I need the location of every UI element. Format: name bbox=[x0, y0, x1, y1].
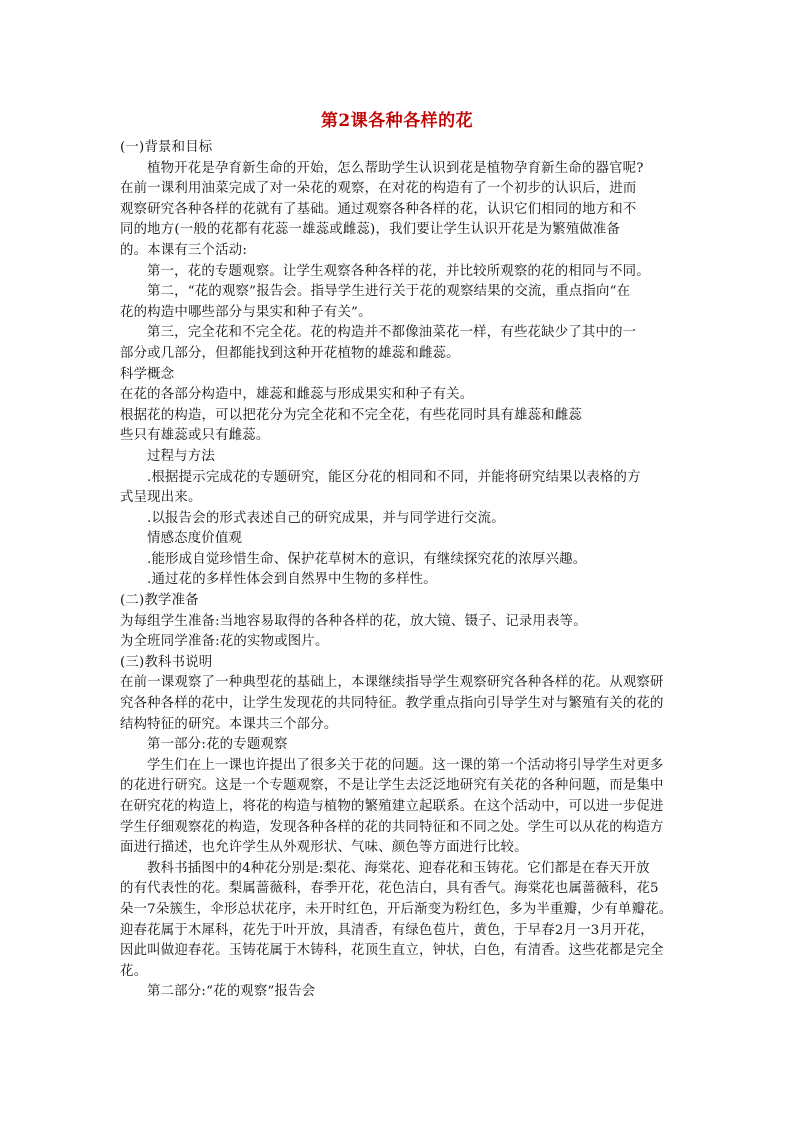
paragraph-line: 植物开花是孕育新生命的开始，怎么帮助学生认识到花是植物孕育新生命的器官呢? bbox=[147, 160, 644, 176]
paragraph-line: 迎春花属于木犀科，花先于叶开放，具清香，有绿色苞片，黄色，于早春2月一3月开花， bbox=[120, 922, 654, 938]
section-heading: (三)教科书说明 bbox=[120, 654, 213, 670]
paragraph-line: 花。 bbox=[120, 963, 148, 979]
paragraph-line: 学生们在上一课也许提出了很多关于花的问题。这一课的第一个活动将引导学生对更多 bbox=[147, 757, 664, 773]
paragraph-line: 因此叫做迎春花。玉铸花属于木铸科，花顶生直立，钟状，白色，有清香。这些花都是完全 bbox=[120, 943, 664, 959]
subsection-heading: 科学概念 bbox=[120, 366, 175, 382]
paragraph-line: 教科书插图中的4种花分别是:梨花、海棠花、迎春花和玉铸花。它们都是在春天开放 bbox=[147, 860, 650, 876]
paragraph-line: 结构特征的研究。本课共三个部分。 bbox=[120, 716, 338, 732]
subsection-heading: 过程与方法 bbox=[147, 448, 215, 464]
paragraph-line: 第二，“花的观察”报告会。指导学生进行关于花的观察结果的交流，重点指向“在 bbox=[147, 284, 631, 300]
paragraph-line: 的有代表性的花。梨属蔷薇科，春季开花，花色洁白，具有香气。海棠花也属蔷薇科，花5 bbox=[120, 881, 659, 897]
paragraph-line: 观察研究各种各样的花就有了基础。通过观察各种各样的花，认识它们相同的地方和不 bbox=[120, 201, 637, 217]
paragraph-line: 在花的各部分构造中，雄蕊和雌蕊与形成果实和种子有关。 bbox=[120, 387, 474, 403]
document-body bbox=[120, 138, 680, 1003]
section-heading: (一)背景和目标 bbox=[120, 140, 213, 155]
paragraph-line: 究各种各样的花中，让学生发现花的共同特征。教学重点指向引导学生对与繁殖有关的花的 bbox=[120, 696, 664, 712]
paragraph-line: 根据花的构造，可以把花分为完全花和不完全花，有些花同时具有雄蕊和雌蕊 bbox=[120, 407, 583, 423]
paragraph-line: 朵一7朵簇生，伞形总状花序，未开时红色，开后渐变为粉红色，多为半重瓣，少有单瓣花。 bbox=[120, 901, 673, 917]
paragraph-line: 为全班同学准备:花的实物或图片。 bbox=[120, 634, 329, 650]
paragraph-line: 在研究花的构造上，将花的构造与植物的繁殖建立起联系。在这个活动中，可以进一步促进 bbox=[120, 799, 664, 814]
list-item: .以报告会的形式表述自己的研究成果，并与同学进行交流。 bbox=[147, 510, 505, 526]
paragraph-line: 同的地方(一般的花都有花蕊一雄蕊或雌蕊)，我们要让学生认识开花是为繁殖做准备 bbox=[120, 222, 621, 238]
document-title: 第2课各种各样的花 bbox=[320, 111, 474, 131]
list-item: .通过花的多样性体会到自然界中生物的多样性。 bbox=[147, 572, 437, 588]
paragraph-line: 式呈现出来。 bbox=[120, 490, 202, 506]
paragraph-line: 为每组学生准备:当地容易取得的各种各样的花，放大镜、镊子、记录用表等。 bbox=[120, 613, 587, 629]
list-item: .根据提示完成花的专题研究，能区分花的相同和不同，并能将研究结果以表格的方 bbox=[147, 469, 641, 485]
paragraph-line: 第一，花的专题观察。让学生观察各种各样的花，并比较所观察的花的相同与不同。 bbox=[147, 263, 650, 279]
paragraph-line: 的花进行研究。这是一个专题观察，不是让学生去泛泛地研究有关花的各种问题，而是集中 bbox=[120, 778, 664, 794]
list-item: .能形成自觉珍惜生命、保护花草树木的意识，有继续探究花的浓厚兴趣。 bbox=[147, 551, 587, 567]
subsection-heading: 第二部分:“花的观察”报告会 bbox=[147, 984, 316, 1000]
paragraph-line: 的。本课有三个活动: bbox=[120, 242, 248, 258]
paragraph-line: 花的构造中哪些部分与果实和种子有关”。 bbox=[120, 304, 372, 320]
subsection-heading: 第一部分:花的专题观察 bbox=[147, 737, 288, 753]
subsection-heading: 情感态度价值观 bbox=[147, 531, 243, 547]
paragraph-line: 在前一课观察了一种典型花的基础上，本课继续指导学生观察研究各种各样的花。从观察研 bbox=[120, 675, 664, 691]
paragraph-line: 部分或几部分，但都能找到这种开花植物的雄蕊和雌蕊。 bbox=[120, 345, 460, 361]
paragraph-line: 些只有雄蕊或只有雌蕊。 bbox=[120, 428, 270, 444]
paragraph-line: 第三，完全花和不完全花。花的构造并不都像油菜花一样，有些花缺少了其中的一 bbox=[147, 325, 637, 341]
section-heading: (二)教学准备 bbox=[120, 593, 199, 609]
paragraph-line: 面进行描述，也允许学生从外观形状、气味、颜色等方面进行比较。 bbox=[120, 840, 528, 856]
paragraph-line: 学生仔细观察花的构造，发现各种各样的花的共同特征和不同之处。学生可以从花的构造方 bbox=[120, 819, 664, 835]
paragraph-line: 在前一课利用油菜完成了对一朵花的观察，在对花的构造有了一个初步的认识后，进而 bbox=[120, 181, 637, 197]
